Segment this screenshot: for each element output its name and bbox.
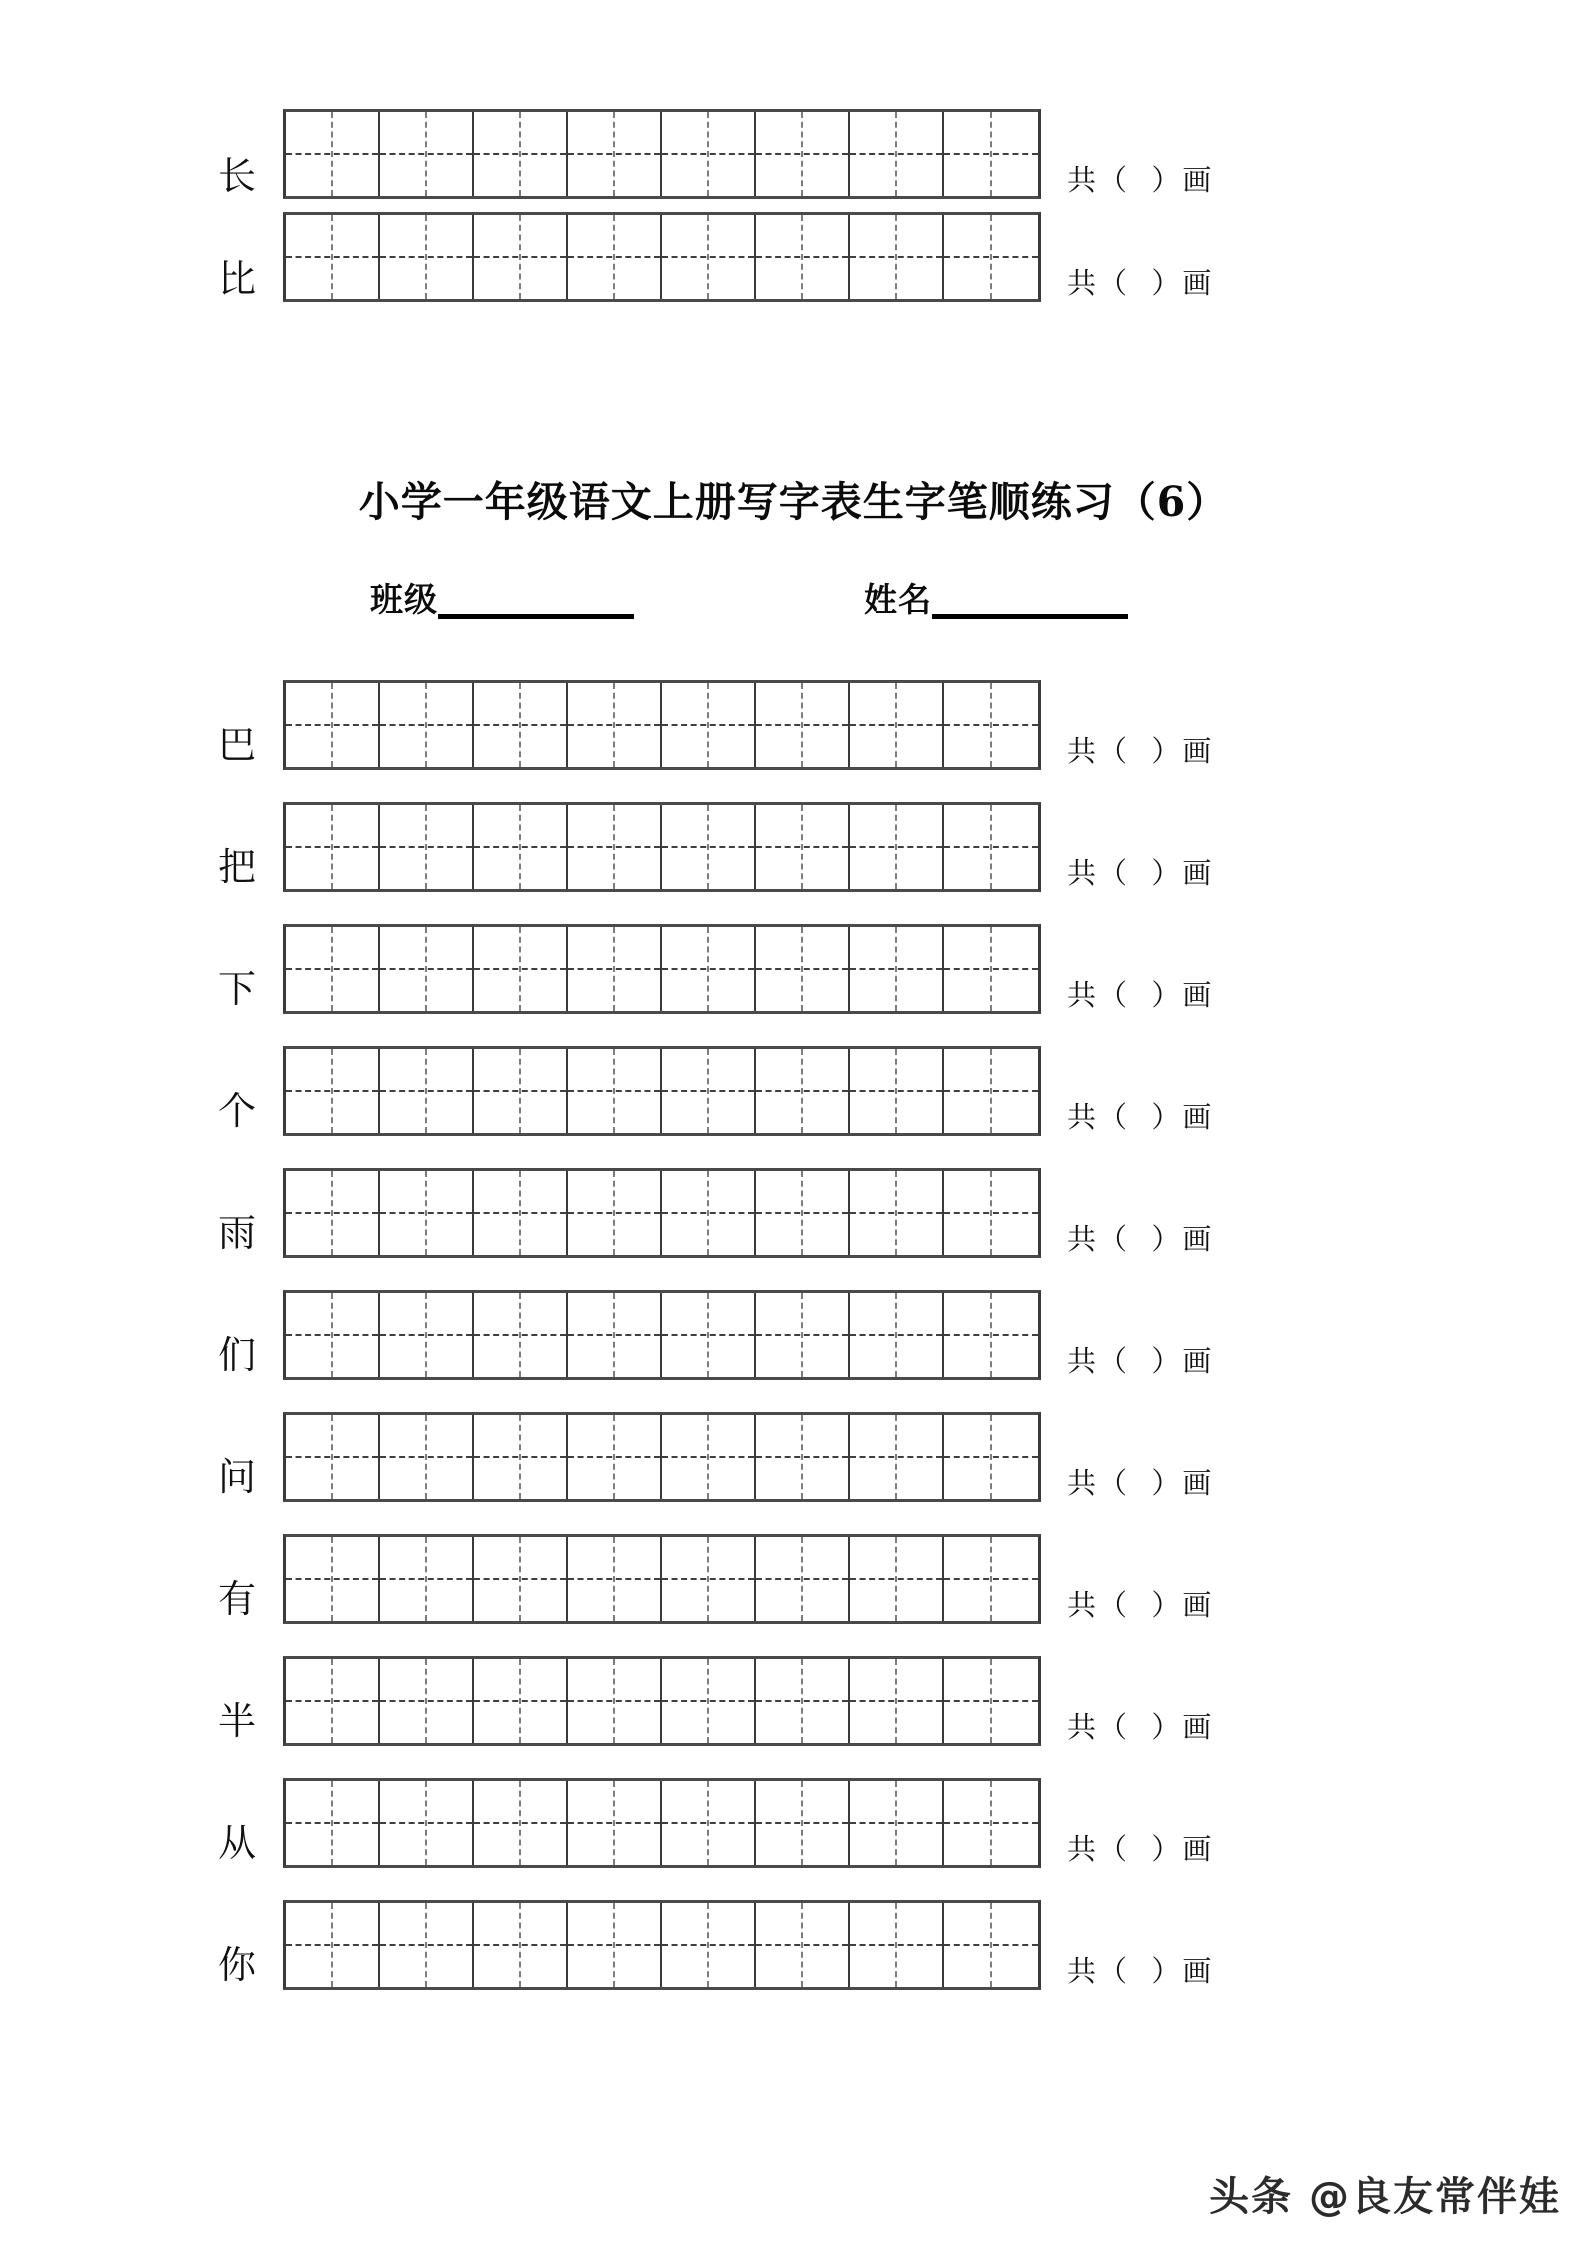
tianzige-cell[interactable] xyxy=(568,927,662,1011)
stroke-count-blank[interactable]: 共（ ）画 xyxy=(1067,266,1214,300)
tianzige-cell[interactable] xyxy=(474,1049,568,1133)
tianzige-cell[interactable] xyxy=(850,215,944,299)
tianzige-cell[interactable] xyxy=(474,1415,568,1499)
tianzige-cell[interactable] xyxy=(756,1171,850,1255)
tianzige-cell[interactable] xyxy=(286,805,380,889)
tianzige-cell[interactable] xyxy=(380,1171,474,1255)
tianzige-grid xyxy=(283,1168,1041,1258)
tianzige-cell[interactable] xyxy=(568,112,662,196)
tianzige-cell[interactable] xyxy=(944,1903,1038,1987)
tianzige-cell[interactable] xyxy=(286,683,380,767)
tianzige-cell[interactable] xyxy=(850,1171,944,1255)
name-field xyxy=(864,580,1128,619)
tianzige-cell[interactable] xyxy=(474,1293,568,1377)
tianzige-cell[interactable] xyxy=(380,927,474,1011)
tianzige-grid xyxy=(283,1656,1041,1746)
tianzige-cell[interactable] xyxy=(944,1659,1038,1743)
stroke-count-blank[interactable]: 共（ ）画 xyxy=(1067,163,1214,197)
tianzige-cell[interactable] xyxy=(756,1293,850,1377)
tianzige-cell[interactable] xyxy=(380,112,474,196)
tianzige-cell[interactable] xyxy=(944,683,1038,767)
tianzige-grid xyxy=(283,680,1041,770)
tianzige-grid xyxy=(283,109,1041,199)
class-label: 班级 xyxy=(370,580,438,619)
tianzige-cell[interactable] xyxy=(662,1049,756,1133)
tianzige-cell[interactable] xyxy=(380,1293,474,1377)
tianzige-cell[interactable] xyxy=(380,683,474,767)
tianzige-cell[interactable] xyxy=(850,1537,944,1621)
practice-row xyxy=(191,1014,1213,1136)
stroke-count-blank[interactable]: 共（ ）画 xyxy=(1067,1222,1214,1256)
tianzige-cell[interactable] xyxy=(568,1781,662,1865)
row-character-label: 把 xyxy=(217,845,256,889)
tianzige-cell[interactable] xyxy=(568,1293,662,1377)
stroke-count-blank[interactable]: 共（ ）画 xyxy=(1067,1954,1214,1988)
tianzige-cell[interactable] xyxy=(380,1903,474,1987)
tianzige-cell[interactable] xyxy=(380,215,474,299)
tianzige-cell[interactable] xyxy=(286,1537,380,1621)
tianzige-cell[interactable] xyxy=(662,927,756,1011)
tianzige-cell[interactable] xyxy=(756,1415,850,1499)
tianzige-cell[interactable] xyxy=(286,1781,380,1865)
row-character-label: 长 xyxy=(217,154,256,198)
tianzige-cell[interactable] xyxy=(286,927,380,1011)
tianzige-cell[interactable] xyxy=(944,1537,1038,1621)
practice-row xyxy=(191,96,1213,199)
name-input-blank[interactable] xyxy=(932,580,1128,619)
stroke-count-blank[interactable]: 共（ ）画 xyxy=(1067,1344,1214,1378)
tianzige-cell[interactable] xyxy=(286,1415,380,1499)
tianzige-cell[interactable] xyxy=(944,1171,1038,1255)
watermark: 头条 @良友常伴娃 xyxy=(1209,2174,1561,2220)
name-label: 姓名 xyxy=(864,580,932,619)
tianzige-cell[interactable] xyxy=(662,1659,756,1743)
tianzige-cell[interactable] xyxy=(474,215,568,299)
tianzige-cell[interactable] xyxy=(662,1781,756,1865)
tianzige-cell[interactable] xyxy=(568,805,662,889)
row-character-label: 问 xyxy=(217,1455,256,1499)
tianzige-cell[interactable] xyxy=(662,215,756,299)
stroke-count-blank[interactable]: 共（ ）画 xyxy=(1067,1466,1214,1500)
tianzige-cell[interactable] xyxy=(756,1903,850,1987)
tianzige-cell[interactable] xyxy=(568,1903,662,1987)
practice-row xyxy=(191,770,1213,892)
tianzige-grid xyxy=(283,1534,1041,1624)
tianzige-cell[interactable] xyxy=(380,1537,474,1621)
tianzige-cell[interactable] xyxy=(756,927,850,1011)
tianzige-cell[interactable] xyxy=(850,805,944,889)
tianzige-cell[interactable] xyxy=(474,1171,568,1255)
tianzige-cell[interactable] xyxy=(944,215,1038,299)
tianzige-cell[interactable] xyxy=(944,1415,1038,1499)
tianzige-cell[interactable] xyxy=(662,1171,756,1255)
tianzige-cell[interactable] xyxy=(286,1049,380,1133)
stroke-count-blank[interactable]: 共（ ）画 xyxy=(1067,1588,1214,1622)
tianzige-cell[interactable] xyxy=(756,215,850,299)
tianzige-cell[interactable] xyxy=(286,112,380,196)
tianzige-cell[interactable] xyxy=(756,683,850,767)
tianzige-cell[interactable] xyxy=(380,805,474,889)
row-character-label: 巴 xyxy=(217,723,256,767)
tianzige-cell[interactable] xyxy=(568,215,662,299)
tianzige-cell[interactable] xyxy=(850,927,944,1011)
tianzige-cell[interactable] xyxy=(380,1659,474,1743)
tianzige-cell[interactable] xyxy=(944,927,1038,1011)
tianzige-grid xyxy=(283,1290,1041,1380)
row-character-label: 你 xyxy=(217,1943,256,1987)
practice-row xyxy=(191,1624,1213,1746)
row-character-label: 们 xyxy=(217,1333,256,1377)
tianzige-cell[interactable] xyxy=(662,1415,756,1499)
tianzige-cell[interactable] xyxy=(568,1415,662,1499)
tianzige-cell[interactable] xyxy=(850,1903,944,1987)
tianzige-grid xyxy=(283,924,1041,1014)
class-field xyxy=(370,580,634,619)
row-character-label: 下 xyxy=(217,967,256,1011)
tianzige-cell[interactable] xyxy=(944,1293,1038,1377)
tianzige-cell[interactable] xyxy=(662,1537,756,1621)
practice-row xyxy=(191,1746,1213,1868)
tianzige-cell[interactable] xyxy=(756,112,850,196)
tianzige-cell[interactable] xyxy=(568,1049,662,1133)
row-character-label: 个 xyxy=(217,1089,256,1133)
stroke-count-blank[interactable]: 共（ ）画 xyxy=(1067,1832,1214,1866)
student-meta-line xyxy=(370,580,1270,619)
tianzige-cell[interactable] xyxy=(944,1781,1038,1865)
tianzige-cell[interactable] xyxy=(756,1537,850,1621)
tianzige-cell[interactable] xyxy=(850,1049,944,1133)
tianzige-cell[interactable] xyxy=(568,683,662,767)
tianzige-cell[interactable] xyxy=(662,1903,756,1987)
tianzige-cell[interactable] xyxy=(662,1293,756,1377)
tianzige-cell[interactable] xyxy=(756,1049,850,1133)
main-practice-section xyxy=(191,648,1213,1990)
practice-row xyxy=(191,199,1213,302)
tianzige-grid xyxy=(283,802,1041,892)
tianzige-cell[interactable] xyxy=(850,1781,944,1865)
practice-row xyxy=(191,1258,1213,1380)
tianzige-cell[interactable] xyxy=(850,1293,944,1377)
stroke-count-blank[interactable]: 共（ ）画 xyxy=(1067,1100,1214,1134)
tianzige-cell[interactable] xyxy=(944,1049,1038,1133)
tianzige-grid xyxy=(283,1412,1041,1502)
tianzige-cell[interactable] xyxy=(380,1781,474,1865)
tianzige-cell[interactable] xyxy=(474,805,568,889)
tianzige-grid xyxy=(283,1046,1041,1136)
tianzige-cell[interactable] xyxy=(568,1659,662,1743)
tianzige-cell[interactable] xyxy=(756,1659,850,1743)
tianzige-cell[interactable] xyxy=(850,683,944,767)
tianzige-cell[interactable] xyxy=(474,1903,568,1987)
tianzige-cell[interactable] xyxy=(944,112,1038,196)
tianzige-cell[interactable] xyxy=(662,805,756,889)
row-character-label: 比 xyxy=(217,257,256,301)
tianzige-cell[interactable] xyxy=(850,112,944,196)
tianzige-grid xyxy=(283,212,1041,302)
tianzige-cell[interactable] xyxy=(380,1049,474,1133)
page-title: 小学一年级语文上册写字表生字笔顺练习（6） xyxy=(358,478,1229,526)
tianzige-cell[interactable] xyxy=(474,927,568,1011)
tianzige-cell[interactable] xyxy=(286,1903,380,1987)
practice-row xyxy=(191,1136,1213,1258)
practice-row xyxy=(191,648,1213,770)
tianzige-cell[interactable] xyxy=(568,1171,662,1255)
row-character-label: 半 xyxy=(217,1699,256,1743)
tianzige-cell[interactable] xyxy=(662,683,756,767)
tianzige-cell[interactable] xyxy=(474,112,568,196)
tianzige-cell[interactable] xyxy=(286,1659,380,1743)
tianzige-cell[interactable] xyxy=(286,215,380,299)
practice-row xyxy=(191,1380,1213,1502)
tianzige-cell[interactable] xyxy=(474,1781,568,1865)
class-input-blank[interactable] xyxy=(438,580,634,619)
row-character-label: 雨 xyxy=(217,1211,256,1255)
top-practice-section xyxy=(191,96,1213,302)
tianzige-cell[interactable] xyxy=(286,1293,380,1377)
stroke-count-blank[interactable]: 共（ ）画 xyxy=(1067,1710,1214,1744)
stroke-count-blank[interactable]: 共（ ）画 xyxy=(1067,734,1214,768)
practice-row xyxy=(191,1502,1213,1624)
stroke-count-blank[interactable]: 共（ ）画 xyxy=(1067,978,1214,1012)
tianzige-cell[interactable] xyxy=(286,1171,380,1255)
tianzige-cell[interactable] xyxy=(474,1537,568,1621)
row-character-label: 从 xyxy=(217,1821,256,1865)
tianzige-cell[interactable] xyxy=(850,1659,944,1743)
tianzige-grid xyxy=(283,1778,1041,1868)
practice-row xyxy=(191,1868,1213,1990)
tianzige-cell[interactable] xyxy=(756,1781,850,1865)
tianzige-cell[interactable] xyxy=(474,683,568,767)
tianzige-cell[interactable] xyxy=(944,805,1038,889)
tianzige-cell[interactable] xyxy=(756,805,850,889)
practice-row xyxy=(191,892,1213,1014)
tianzige-cell[interactable] xyxy=(662,112,756,196)
tianzige-cell[interactable] xyxy=(474,1659,568,1743)
row-character-label: 有 xyxy=(217,1577,256,1621)
tianzige-cell[interactable] xyxy=(850,1415,944,1499)
tianzige-cell[interactable] xyxy=(568,1537,662,1621)
stroke-count-blank[interactable]: 共（ ）画 xyxy=(1067,856,1214,890)
tianzige-cell[interactable] xyxy=(380,1415,474,1499)
tianzige-grid xyxy=(283,1900,1041,1990)
